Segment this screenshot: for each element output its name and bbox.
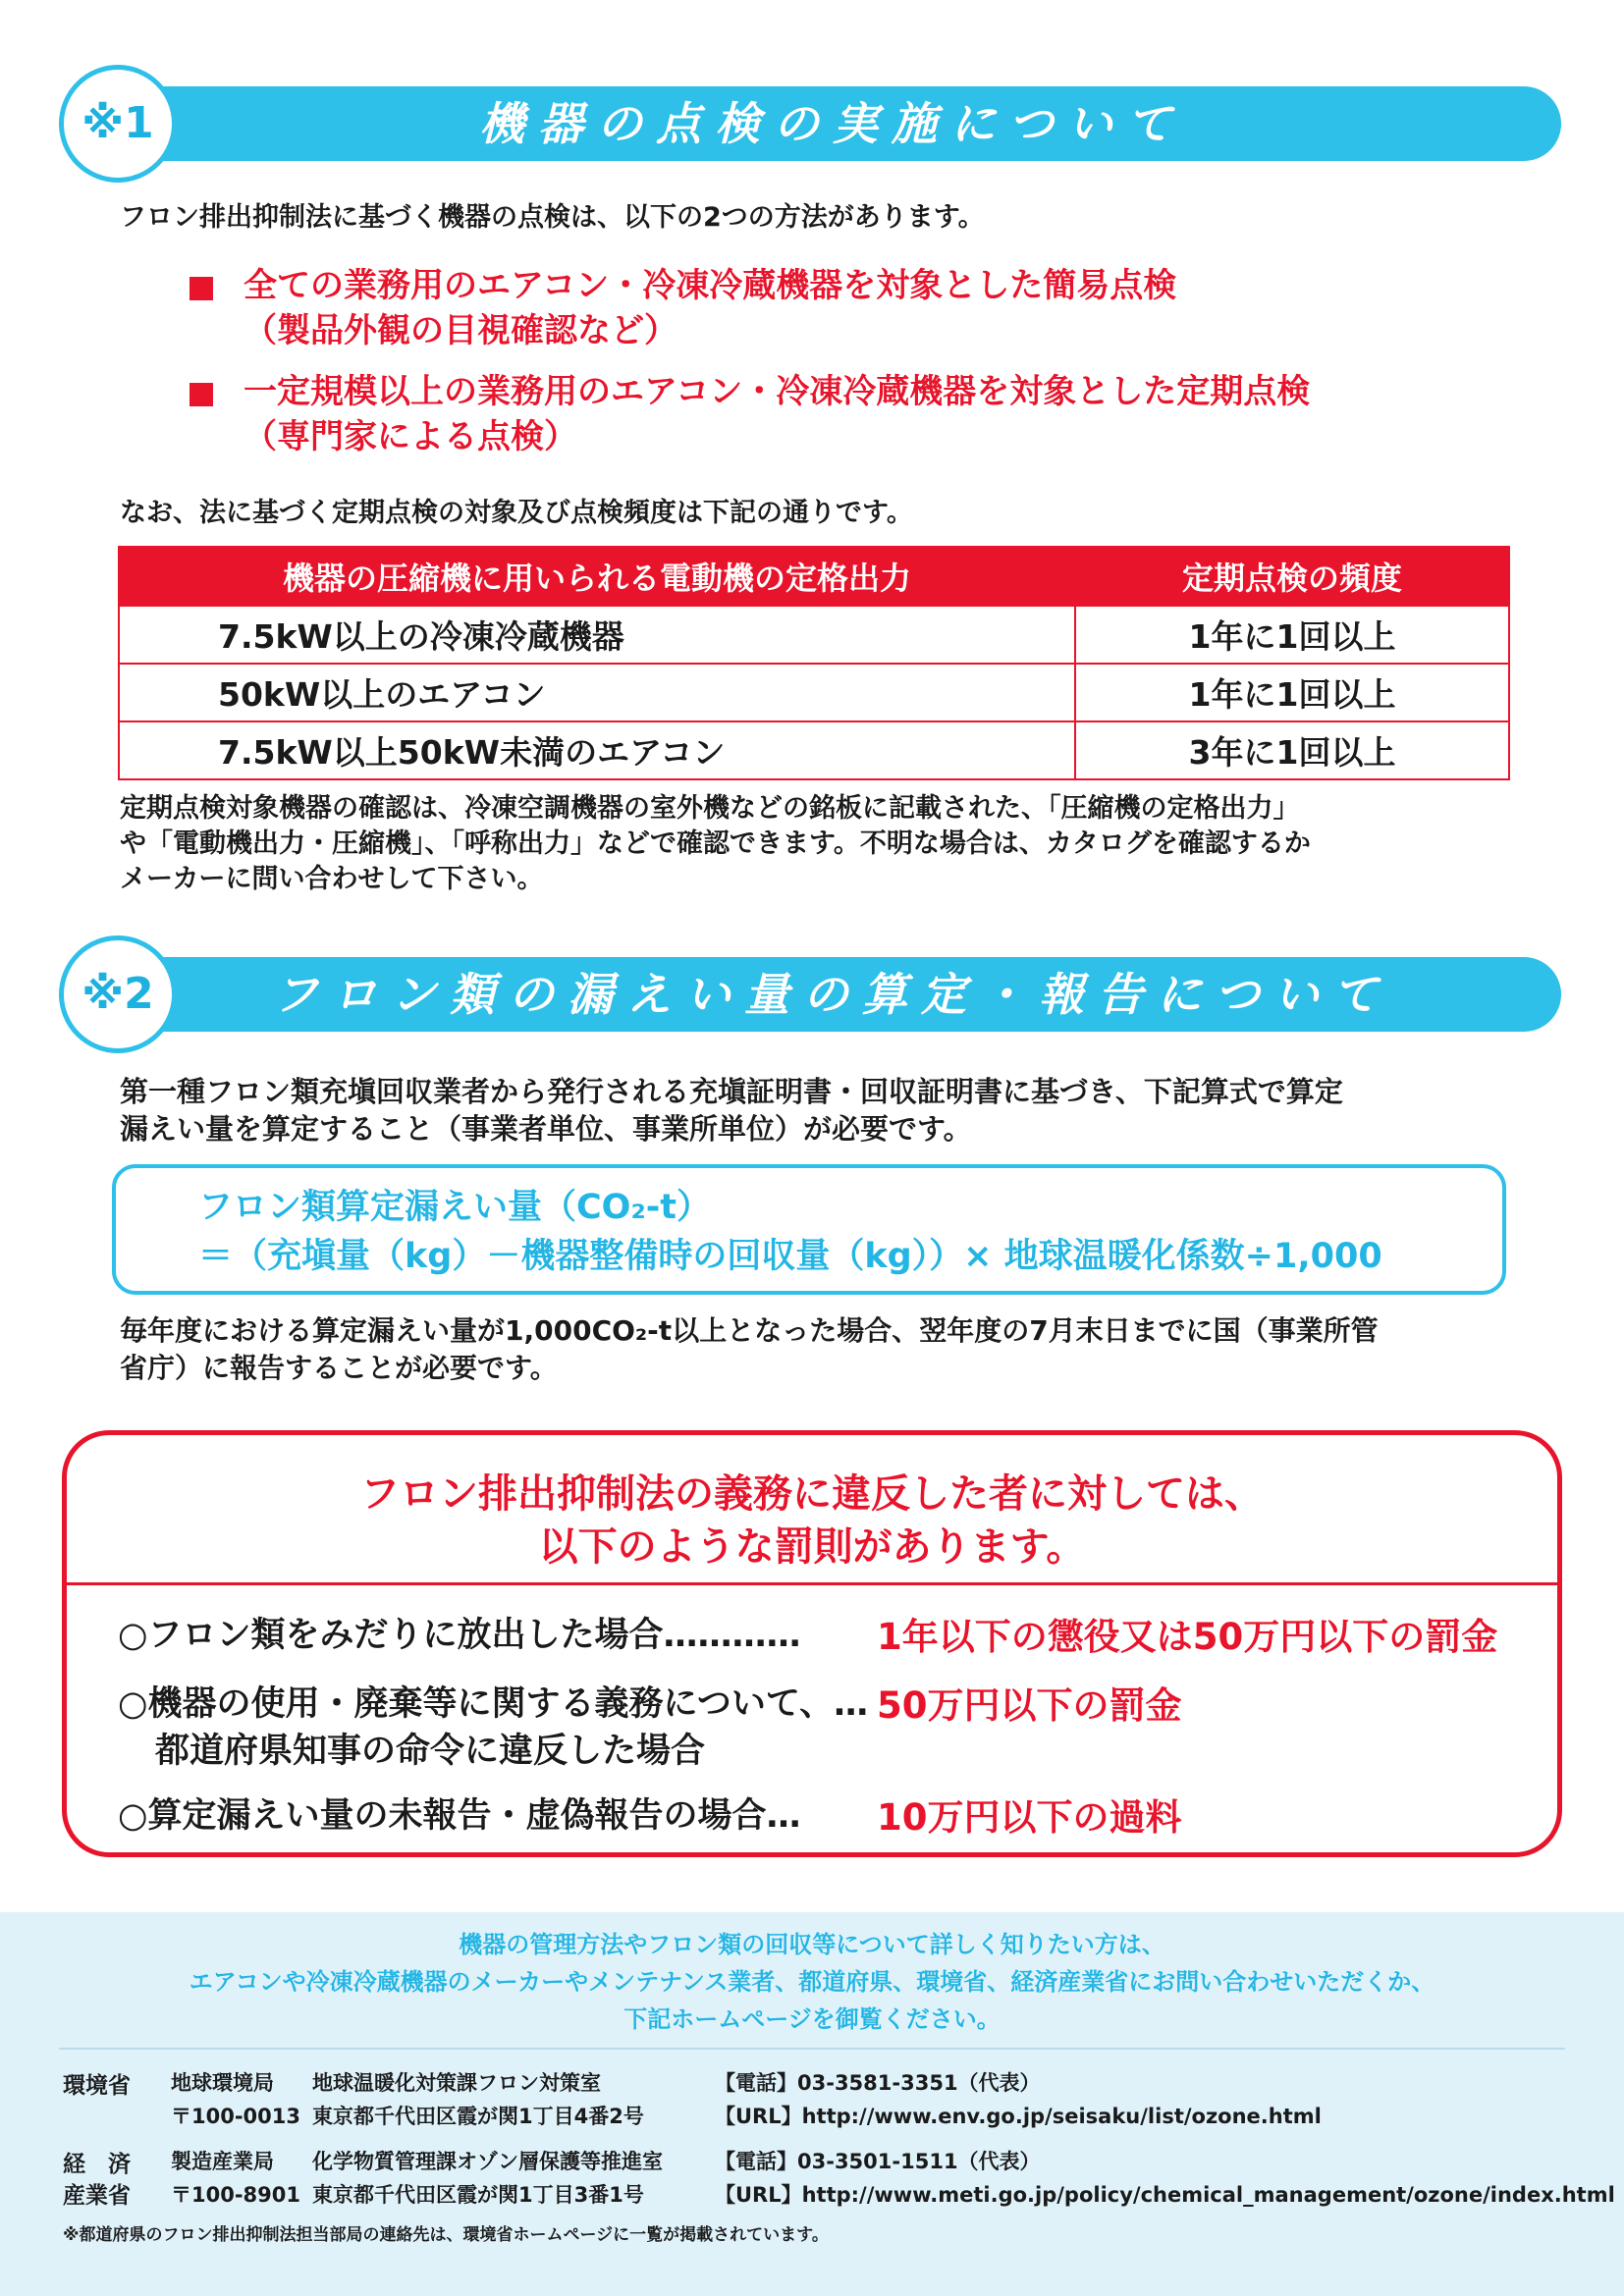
inspection-item-2: 一定規模以上の業務用のエアコン・冷凍冷蔵機器を対象とした定期点検 [244,372,1311,411]
table-header-frequency: 定期点検の頻度 [1075,547,1509,606]
contact-postal: 〒100-0013 [171,2105,300,2128]
table-row [119,721,1509,779]
report-line-1: 毎年度における算定漏えい量が1,000CO₂-t以上となった場合、翌年度の7月末日までに国（事業所管 [120,1314,1379,1347]
section2-title-bar [103,957,1561,1032]
contact-phone: 【電話】03-3501-1511（代表） [715,2150,1041,2173]
penalty-1: 1年以下の懲役又は50万円以下の罰金 [877,1616,1498,1658]
inspection-item-2-note: （専門家による点検） [244,417,577,456]
divider [67,1582,1557,1585]
inspection-item-1-note: （製品外観の目視確認など） [244,311,677,350]
contact-address: 東京都千代田区霞が関1丁目3番1号 [312,2183,644,2207]
penalty-case-1: ○フロン類をみだりに放出した場合………… [118,1616,801,1655]
penalty-case-2: ○機器の使用・廃棄等に関する義務について、… [118,1684,869,1724]
table-row [119,606,1509,664]
penalty-3: 10万円以下の過料 [877,1796,1182,1839]
contact-postal: 〒100-8901 [171,2183,300,2207]
section2-intro-line-1: 第一種フロン類充塡回収業者から発行される充塡証明書・回収証明書に基づき、下記算式で算定 [120,1075,1343,1108]
contact-url-link[interactable]: 【URL】http://www.env.go.jp/seisaku/list/ozone.html [715,2105,1322,2128]
table-header-output: 機器の圧縮機に用いられる電動機の定格出力 [119,547,1075,606]
penalty-box [62,1430,1562,1857]
table-note-line-1: 定期点検対象機器の確認は、冷凍空調機器の室外機などの銘板に記載された、「圧縮機の定格出力」 [120,793,1300,824]
table-note-line-3: メーカーに問い合わせして下さい。 [120,864,544,894]
table-cell: 50kW以上のエアコン [119,664,1075,721]
penalty-heading-1: フロン排出抑制法の義務に違反した者に対しては、 [360,1471,1264,1517]
contact-org-meti-1: 経 済 [63,2152,131,2177]
table-intro: なお、法に基づく定期点検の対象及び点検頻度は下記の通りです。 [120,498,913,528]
bullet-square-icon [189,383,213,406]
table-cell: 7.5kW以上50kW未満のエアコン [119,721,1075,779]
section2-title: フロン類の漏えい量の算定・報告について [272,968,1392,1021]
section1-badge: ※1 [59,65,177,183]
table-header-row [119,547,1509,606]
section2-badge: ※2 [59,935,177,1053]
table-cell: 1年に1回以上 [1075,606,1509,664]
section2-intro-line-2: 漏えい量を算定すること（事業者単位、事業所単位）が必要です。 [120,1112,972,1146]
formula-line-1: フロン類算定漏えい量（CO₂-t） [198,1188,712,1227]
contact-address: 東京都千代田区霞が関1丁目4番2号 [312,2105,644,2128]
contact-bureau: 製造産業局 [171,2150,274,2173]
formula-box [112,1164,1506,1295]
section1-title-bar [103,86,1561,161]
formula-line-2: ＝（充塡量（kg）－機器整備時の回収量（kg））× 地球温暖化係数÷1,000 [198,1237,1382,1276]
bullet-square-icon [189,277,213,300]
section1-title: 機器の点検の実施について [478,97,1186,150]
footer-note: ※都道府県のフロン排出抑制法担当部局の連絡先は、環境省ホームページに一覧が掲載されています。 [63,2225,829,2245]
contact-org-meti-2: 産業省 [63,2183,131,2209]
contact-office: 地球温暖化対策課フロン対策室 [312,2071,601,2095]
section1-intro: フロン排出抑制法に基づく機器の点検は、以下の2つの方法があります。 [120,202,985,233]
penalty-case-2-cont: 都道府県知事の命令に違反した場合 [155,1732,706,1771]
table-cell: 7.5kW以上の冷凍冷蔵機器 [119,606,1075,664]
table-cell: 3年に1回以上 [1075,721,1509,779]
contact-org-moe: 環境省 [63,2073,131,2099]
table-note-line-2: や「電動機出力・圧縮機」、「呼称出力」などで確認できます。不明な場合は、カタログを確認するか [120,828,1311,859]
table-cell: 1年に1回以上 [1075,664,1509,721]
table-row [119,664,1509,721]
contact-phone: 【電話】03-3581-3351（代表） [715,2071,1041,2095]
contact-office: 化学物質管理課オゾン層保護等推進室 [312,2150,663,2173]
divider [59,2048,1565,2050]
report-line-2: 省庁）に報告することが必要です。 [120,1352,558,1384]
penalty-case-3: ○算定漏えい量の未報告・虚偽報告の場合… [118,1796,801,1836]
footer-intro-line-2: エアコンや冷凍冷蔵機器のメーカーやメンテナンス業者、都道府県、環境省、経済産業省にお問い合わせいただくか、 [189,1968,1435,1996]
footer-intro-line-1: 機器の管理方法やフロン類の回収等について詳しく知りたい方は、 [459,1931,1165,1958]
contact-url-link[interactable]: 【URL】http://www.meti.go.jp/policy/chemical_management/ozone/index.html [715,2183,1615,2207]
contact-bureau: 地球環境局 [171,2071,274,2095]
inspection-frequency-table [118,546,1510,780]
penalty-heading-2: 以下のような罰則があります。 [538,1524,1086,1570]
inspection-item-1: 全ての業務用のエアコン・冷凍冷蔵機器を対象とした簡易点検 [244,266,1177,305]
footer-intro-line-3: 下記ホームページを御覧ください。 [623,2005,1001,2033]
penalty-2: 50万円以下の罰金 [877,1684,1182,1727]
